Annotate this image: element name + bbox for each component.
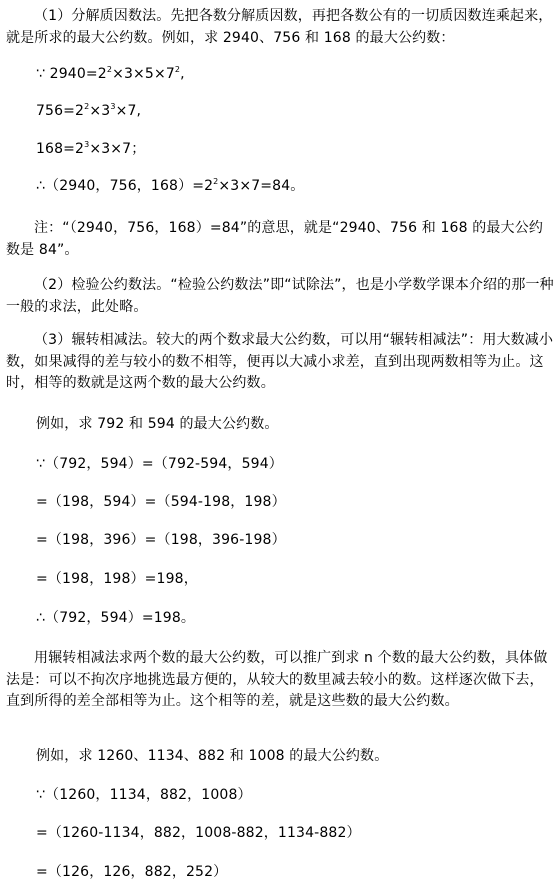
factorization-line-168: $168=2^3\times 3\times 7$； [36, 140, 146, 157]
paragraph-note: 注：“（2940，756，168）=84”的意思，就是“2940、756 和 168 的最大公约数是 84”。 [6, 220, 543, 258]
multi-step: ∵（1260，1134，882，1008） [36, 787, 252, 803]
paragraph-method-3: （3）辗转相减法。较大的两个数求最大公约数，可以用“辗转相减法”：用大数减小数，如果减得的差与较小的数不相等，便再以大减小求差，直到出现两数相等为止。这时，相等的数就是这两个数的最大公约数。 [6, 332, 554, 391]
example-four-numbers: 例如，求 1260、1134、882 和 1008 的最大公约数。 [36, 748, 389, 764]
paragraph-method-1: （1）分解质因数法。先把各数分解质因数，再把各数公有的一切质因数连乘起来，就是所求的最大公约数。例如，求 2940、756 和 168 的最大公约数： [6, 8, 553, 46]
factorization-line-756: $756=2^2\times 3^3\times 7$, [36, 102, 142, 119]
subtraction-step: ∵（792，594）=（792-594，594） [36, 456, 283, 472]
example-792-594: 例如，求 792 和 594 的最大公约数。 [36, 416, 279, 432]
subtraction-result: ∴（792，594）=198。 [36, 610, 196, 626]
paragraph-method-2: （2）检验公约数法。“检验公约数法”即“试除法”，也是小学数学课本介绍的那一种一般的求法，此处略。 [6, 277, 554, 315]
subtraction-step: =（198，396）=（198，396-198） [36, 532, 286, 548]
subtraction-step: =（198，198）=198， [36, 571, 198, 587]
factorization-line-2940: ∵ $2940=2^2\times 3\times 5\times 7^2$, [36, 65, 185, 82]
paragraph-generalization: 用辗转相减法求两个数的最大公约数，可以推广到求 n 个数的最大公约数，具体做法是：可以不拘次序地挑选最方便的，从较大的数里减去较小的数。这样逐次做下去，直到所得的差全部相等为止。这个相等的差，就是这些数的最大公约数。 [6, 650, 548, 709]
factorization-result: ∴（2940，756，$168)=2^2\times 3\times 7=84$。 [36, 177, 305, 194]
multi-step: =（126，126，882，252） [36, 864, 228, 880]
multi-step: =（1260-1134，882，1008-882，1134-882） [36, 825, 361, 841]
subtraction-step: =（198，594）=（594-198，198） [36, 494, 286, 510]
